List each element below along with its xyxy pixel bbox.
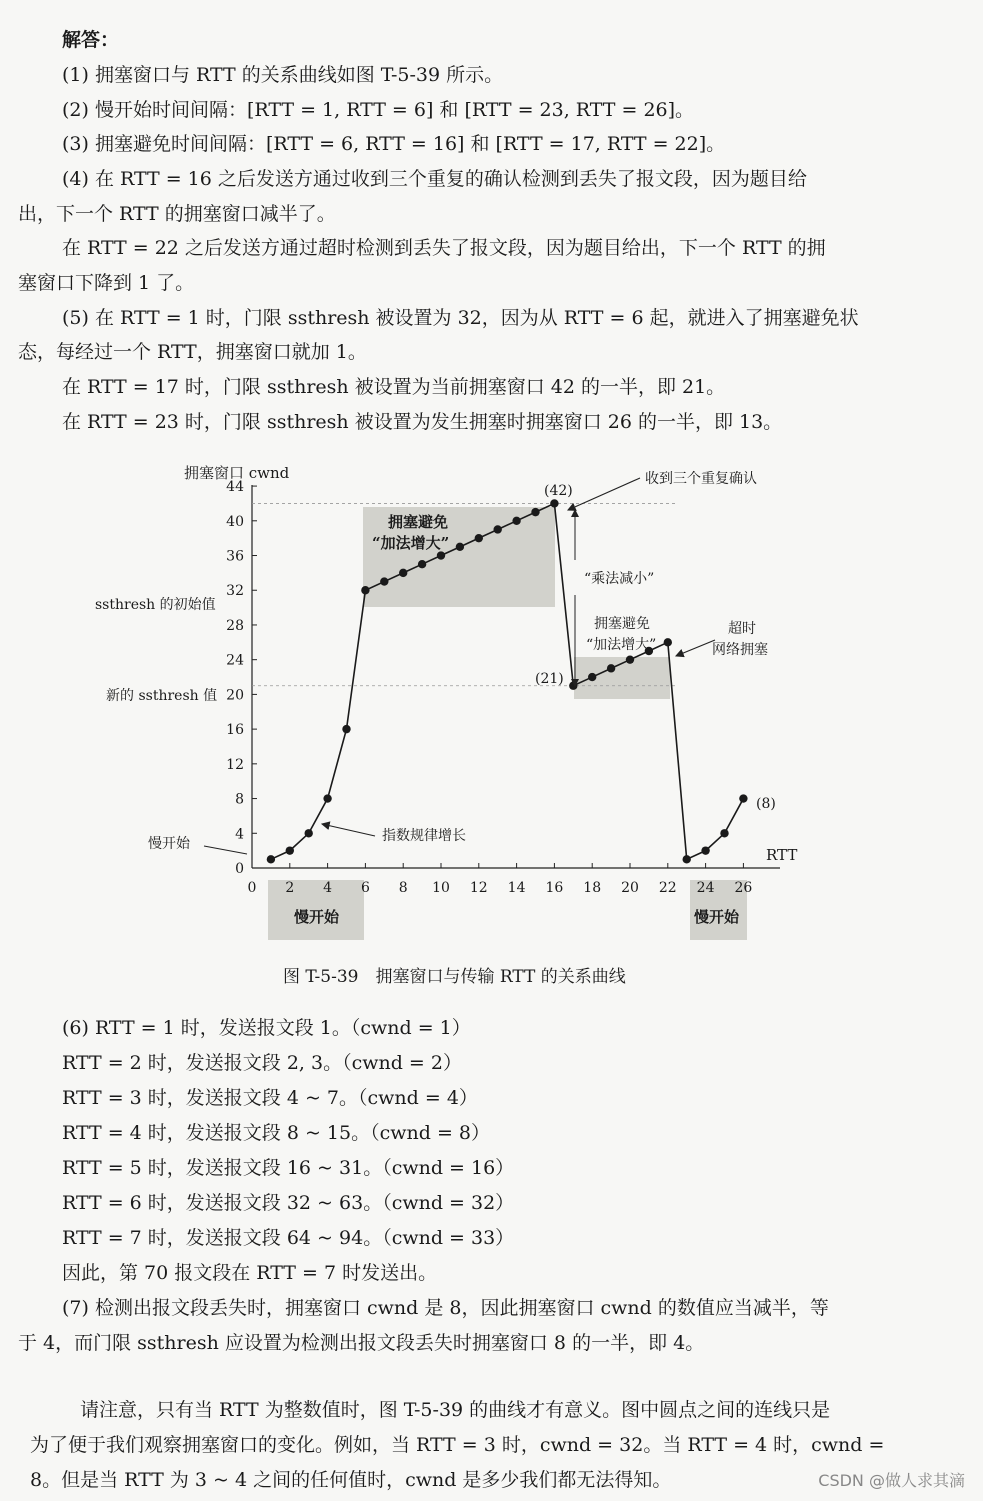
- timeout-label-2: 网络拥塞: [712, 642, 768, 658]
- paragraph-7b: 于 4，而门限 ssthresh 应设置为检测出报文段丢失时拥塞窗口 8 的一半，即 4。: [18, 1332, 705, 1354]
- answer-heading: 解答：: [62, 29, 120, 51]
- cwnd-point: [342, 725, 350, 733]
- cwnd-point: [588, 673, 596, 681]
- x-tick-label: 20: [621, 880, 639, 896]
- cwnd-point: [607, 664, 615, 672]
- cwnd-point: [305, 829, 313, 837]
- cwnd-point: [475, 534, 483, 542]
- paragraph-2: (2) 慢开始时间间隔：[RTT = 1, RTT = 6] 和 [RTT = 23, RTT = 26]。: [62, 99, 695, 121]
- x-tick-label: 2: [285, 880, 295, 896]
- cwnd-point: [267, 855, 275, 863]
- cwnd-point: [380, 577, 388, 585]
- x-tick-label: 18: [583, 880, 602, 896]
- ca2-label-2: “加法增大”: [586, 637, 657, 653]
- y-tick-label: 28: [226, 617, 244, 634]
- y-tick-label: 16: [226, 722, 244, 739]
- note-line-3: 8。但是当 RTT 为 3 ~ 4 之间的任何值时，cwnd 是多少我们都无法得知。: [30, 1469, 672, 1491]
- cwnd-point: [437, 551, 445, 559]
- y-tick-label: 24: [226, 652, 244, 669]
- exp-growth-arrow: [322, 824, 375, 836]
- y-tick-label: 8: [235, 791, 244, 808]
- paragraph-6d: RTT = 4 时，发送报文段 8 ~ 15。（cwnd = 8）: [62, 1122, 490, 1144]
- ssthresh-new-label: 新的 ssthresh 值: [106, 688, 218, 704]
- cwnd-point: [683, 855, 691, 863]
- ca1-label-1: 拥塞避免: [388, 513, 449, 531]
- slow-start-box-2-label: 慢开始: [694, 908, 740, 926]
- paragraph-6c: RTT = 3 时，发送报文段 4 ~ 7。（cwnd = 4）: [62, 1087, 478, 1109]
- cwnd-point: [569, 682, 577, 690]
- x-tick-label: 16: [545, 880, 564, 896]
- paragraph-6g: RTT = 7 时，发送报文段 64 ~ 94。（cwnd = 33）: [62, 1227, 515, 1249]
- cwnd-point: [550, 499, 558, 507]
- paragraph-4d: 塞窗口下降到 1 了。: [18, 272, 195, 294]
- paragraph-5d: 在 RTT = 23 时，门限 ssthresh 被设置为发生拥塞时拥塞窗口 26 的一半，即 13。: [62, 411, 783, 433]
- x-tick-label: 12: [469, 880, 488, 896]
- x-tick-label: 26: [734, 880, 753, 896]
- cwnd-point: [739, 794, 747, 802]
- y-axis-title: 拥塞窗口 cwnd: [184, 464, 290, 482]
- cwnd-point: [286, 846, 294, 854]
- x-tick-label: 24: [696, 880, 715, 896]
- x-tick-label: 4: [323, 880, 333, 896]
- slow-start-leader: [204, 846, 247, 854]
- y-tick-label: 0: [235, 861, 244, 877]
- x-tick-label: 22: [658, 880, 677, 896]
- three-dup-ack-label: 收到三个重复确认: [645, 471, 757, 487]
- paragraph-3: (3) 拥塞避免时间间隔：[RTT = 6, RTT = 16] 和 [RTT = 17, RTT = 22]。: [62, 133, 726, 155]
- point8-label: (8): [756, 796, 776, 812]
- cwnd-point: [512, 517, 520, 525]
- x-tick-label: 8: [398, 880, 408, 896]
- three-dup-ack-arrow: [568, 478, 640, 510]
- paragraph-6h: 因此，第 70 报文段在 RTT = 7 时发送出。: [62, 1262, 438, 1284]
- exp-growth-label: 指数规律增长: [382, 828, 466, 844]
- slow-start-label: 慢开始: [148, 836, 190, 852]
- y-tick-label: 44: [226, 479, 244, 496]
- paragraph-4c: 在 RTT = 22 之后发送方通过超时检测到丢失了报文段，因为题目给出，下一个 RTT 的拥: [62, 237, 826, 259]
- cwnd-point: [701, 846, 709, 854]
- cwnd-point: [361, 586, 369, 594]
- paragraph-4a: (4) 在 RTT = 16 之后发送方通过收到三个重复的确认检测到丢失了报文段，因为题目给: [62, 168, 807, 190]
- x-axis-title: RTT: [766, 846, 798, 864]
- cwnd-point: [399, 569, 407, 577]
- timeout-arrow: [676, 640, 715, 656]
- paragraph-7a: (7) 检测出报文段丢失时，拥塞窗口 cwnd 是 8，因此拥塞窗口 cwnd 的数值应当减半，等: [62, 1297, 829, 1319]
- paragraph-6b: RTT = 2 时，发送报文段 2, 3。（cwnd = 2）: [62, 1052, 462, 1074]
- paragraph-6a: (6) RTT = 1 时，发送报文段 1。（cwnd = 1）: [62, 1017, 471, 1039]
- paragraph-5b: 态，每经过一个 RTT，拥塞窗口就加 1。: [18, 341, 367, 363]
- watermark: CSDN @做人求其滴: [818, 1471, 965, 1490]
- ssthresh-initial-label: ssthresh 的初始值: [95, 597, 216, 613]
- slow-start-box-1-label: 慢开始: [294, 908, 340, 926]
- paragraph-5c: 在 RTT = 17 时，门限 ssthresh 被设置为当前拥塞窗口 42 的一半，即 21。: [62, 376, 726, 398]
- paragraph-6e: RTT = 5 时，发送报文段 16 ~ 31。（cwnd = 16）: [62, 1157, 515, 1179]
- cwnd-point: [626, 655, 634, 663]
- x-tick-label: 10: [432, 880, 450, 896]
- note-line-2: 为了便于我们观察拥塞窗口的变化。例如，当 RTT = 3 时，cwnd = 32。当 RTT = 4 时，cwnd =: [30, 1434, 885, 1456]
- note-line-1: 请注意，只有当 RTT 为整数值时，图 T-5-39 的曲线才有意义。图中圆点之间的连线只是: [80, 1399, 831, 1421]
- paragraph-5a: (5) 在 RTT = 1 时，门限 ssthresh 被设置为 32，因为从 RTT = 6 起，就进入了拥塞避免状: [62, 307, 859, 329]
- x-tick-label: 14: [507, 880, 526, 896]
- cwnd-point: [720, 829, 728, 837]
- cwnd-point: [664, 638, 672, 646]
- paragraph-4b: 出，下一个 RTT 的拥塞窗口减半了。: [18, 203, 336, 225]
- cwnd-point: [418, 560, 426, 568]
- ca1-label-2: “加法增大”: [372, 534, 450, 552]
- figure-caption: 图 T-5-39 拥塞窗口与传输 RTT 的关系曲线: [283, 967, 626, 987]
- mult-decrease-label: “乘法减小”: [584, 571, 655, 587]
- paragraph-6f: RTT = 6 时，发送报文段 32 ~ 63。（cwnd = 32）: [62, 1192, 515, 1214]
- timeout-label-1: 超时: [728, 621, 756, 637]
- y-tick-label: 4: [235, 826, 244, 843]
- y-tick-label: 36: [226, 548, 244, 565]
- y-tick-label: 32: [226, 583, 244, 600]
- y-tick-label: 20: [226, 687, 244, 704]
- x-tick-label: 0: [247, 880, 257, 896]
- cwnd-point: [531, 508, 539, 516]
- peak-label: (42): [544, 483, 573, 499]
- paragraph-1: (1) 拥塞窗口与 RTT 的关系曲线如图 T-5-39 所示。: [62, 64, 504, 86]
- point21-label: (21): [535, 671, 564, 687]
- cwnd-point: [494, 525, 502, 533]
- y-tick-label: 40: [226, 513, 244, 530]
- cwnd-point: [456, 543, 464, 551]
- x-tick-label: 6: [360, 880, 370, 896]
- cwnd-point: [323, 794, 331, 802]
- y-tick-label: 12: [226, 756, 244, 773]
- ca2-label-1: 拥塞避免: [594, 616, 650, 632]
- cwnd-rtt-chart: [0, 450, 983, 955]
